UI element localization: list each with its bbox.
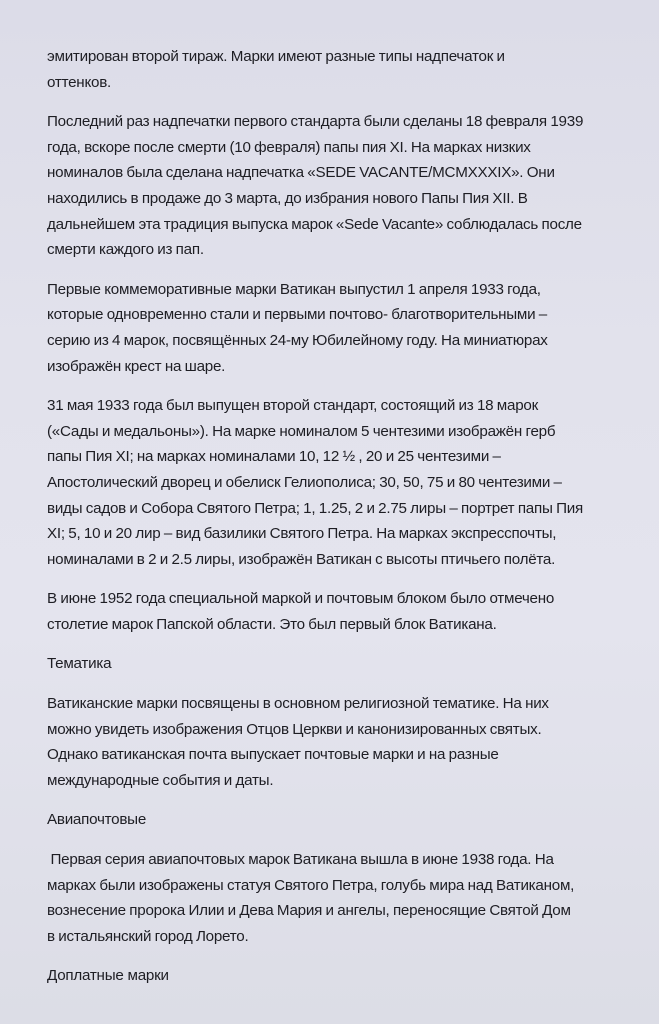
text-line: марках были изображены статуя Святого Петра, голубь мира над Ватиканом, bbox=[47, 876, 575, 894]
text-line: номиналов была сделана надпечатка «SEDE VACANTE/MCMXXXIX». Они bbox=[47, 164, 555, 182]
text-line: В июне 1952 года специальной маркой и почтовым блоком было отмечено bbox=[47, 590, 555, 608]
text-line: Первая серия авиапочтовых марок Ватикана вышла в июне 1938 года. На bbox=[47, 851, 554, 869]
text-line: можно увидеть изображения Отцов Церкви и канонизированных святых. bbox=[47, 720, 542, 738]
paragraph-commemorative bbox=[47, 277, 627, 379]
text-line: Первые коммеморативные марки Ватикан выпустил 1 апреля 1933 года, bbox=[47, 280, 541, 298]
text-line: международные события и даты. bbox=[47, 771, 274, 789]
text-line: серию из 4 марок, посвящённых 24-му Юбилейному году. На миниатюрах bbox=[47, 331, 548, 349]
text-line: Последний раз надпечатки первого стандарта были сделаны 18 февраля 1939 bbox=[47, 113, 584, 131]
text-line: («Сады и медальоны»). На марке номиналом 5 чентезими изображён герб bbox=[47, 422, 556, 440]
paragraph-first-block bbox=[47, 586, 627, 637]
paragraph-airmail bbox=[47, 847, 627, 949]
paragraph-second-standard bbox=[47, 393, 627, 572]
text-line: XI; 5, 10 и 20 лир – вид базилики Святого Петра. На марках экспресспочты, bbox=[47, 525, 557, 543]
document-page bbox=[47, 44, 627, 1003]
text-line: виды садов и Собора Святого Петра; 1, 1.25, 2 и 2.75 лиры – портрет папы Пия bbox=[47, 499, 583, 517]
text-line: Однако ватиканская почта выпускает почтовые марки и на разные bbox=[47, 746, 499, 764]
text-line: находились в продаже до 3 марта, до избрания нового Папы Пия XII. В bbox=[47, 189, 528, 207]
text-line: смерти каждого из пап. bbox=[47, 241, 204, 259]
text-line: Ватиканские марки посвящены в основном религиозной тематике. На них bbox=[47, 695, 549, 713]
section-heading-themes: Тематика bbox=[47, 655, 112, 673]
text-line: которые одновременно стали и первыми почтово- благотворительными – bbox=[47, 306, 547, 324]
text-line: эмитирован второй тираж. Марки имеют разные типы надпечаток и bbox=[47, 48, 505, 65]
paragraph-second-printing bbox=[47, 44, 627, 95]
text-line: оттенков. bbox=[47, 73, 111, 91]
text-line: года, вскоре после смерти (10 февраля) папы пия XI. На марках низких bbox=[47, 138, 531, 156]
text-line: Апостолический дворец и обелиск Гелиополиса; 30, 50, 75 и 80 чентезими – bbox=[47, 473, 562, 491]
text-line: 31 мая 1933 года был выпущен второй стандарт, состоящий из 18 марок bbox=[47, 397, 538, 415]
text-line: номиналами в 2 и 2.5 лиры, изображён Ватикан с высоты птичьего полёта. bbox=[47, 550, 556, 568]
text-line: изображён крест на шаре. bbox=[47, 357, 226, 375]
paragraph-themes bbox=[47, 691, 627, 793]
section-heading-airmail: Авиапочтовые bbox=[47, 811, 147, 829]
text-line: в истальянский город Лорето. bbox=[47, 927, 249, 945]
text-line: вознесение пророка Илии и Дева Мария и ангелы, переносящие Святой Дом bbox=[47, 902, 571, 920]
text-line: столетие марок Папской области. Это был первый блок Ватикана. bbox=[47, 615, 497, 633]
text-line: папы Пия XI; на марках номиналами 10, 12 ½ , 20 и 25 чентезими – bbox=[47, 448, 501, 466]
paragraph-sede-vacante bbox=[47, 109, 627, 263]
section-heading-postage-due: Доплатные марки bbox=[47, 967, 169, 985]
text-line: дальнейшем эта традиция выпуска марок «Sede Vacante» соблюдалась после bbox=[47, 215, 582, 233]
